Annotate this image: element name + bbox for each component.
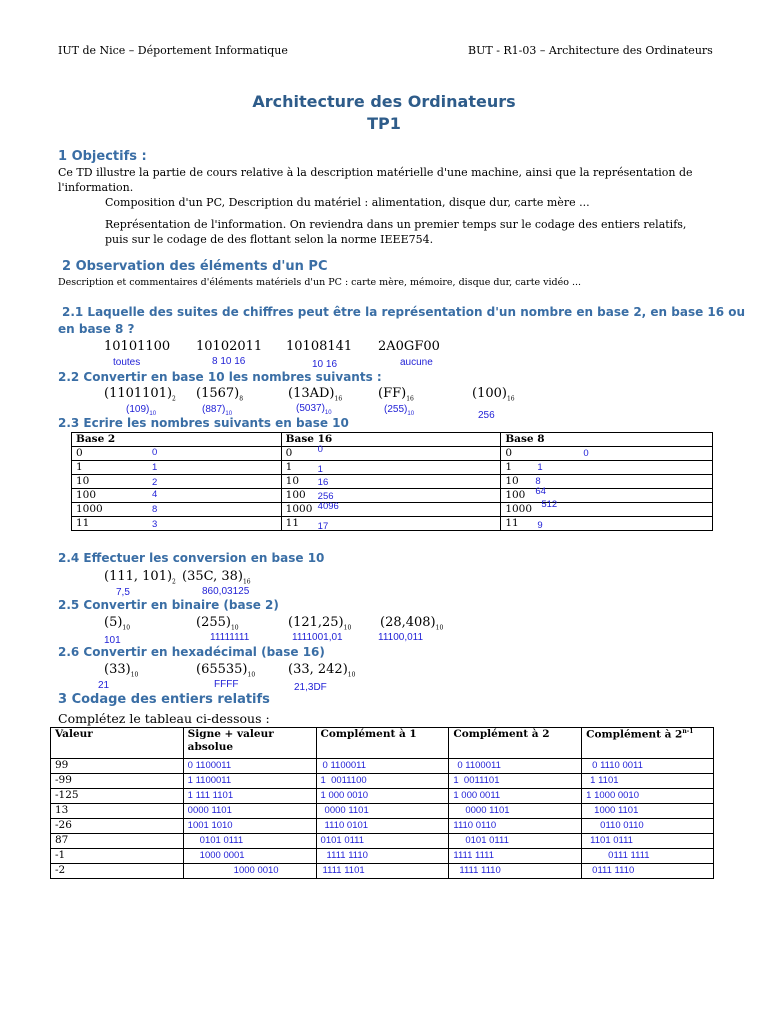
table-cell [501,475,713,489]
answer-cell [582,759,714,774]
handwritten-answer: 512 [541,499,558,510]
table-row [51,759,714,774]
handwritten-answer: 0 1100011 [457,760,501,771]
base-table [71,432,713,531]
handwritten-answer: $(255)_{10}$ [384,404,415,417]
section-1-item-1: Composition d'un PC, Description du matériel : alimentation, disque dur, carte mère ... [105,196,590,209]
cell-value: -125 [55,789,79,801]
cell-value: 100 [76,489,97,501]
section-2-heading: 2 Observation des éléments d'un PC [62,259,328,274]
section-3-intro: Complétez le tableau ci-dessous : [58,711,270,726]
section-3-heading: 3 Codage des entiers relatifs [58,692,270,707]
handwritten-answer: 10 16 [312,359,338,370]
value-cell [51,789,184,804]
answer-cell [449,849,582,864]
handwritten-answer: 256 [478,410,495,421]
number-item: $(1567)_8$ [196,386,244,403]
handwritten-answer: 101 [104,635,121,646]
cell-value: 10 [285,475,300,487]
table-row [72,461,713,475]
cell-value: 11 [285,517,300,529]
table-cell [281,517,501,531]
answer-cell [582,789,714,804]
cell-value: 99 [55,759,69,771]
table-row [72,447,713,461]
handwritten-answer: 0 [152,447,158,458]
handwritten-answer: 256 [317,491,334,502]
answer-cell [183,774,316,789]
cell-value: 11 [76,517,90,529]
answer-cell [449,804,582,819]
table-cell [501,499,713,517]
section-2-1-heading: 2.1 Laquelle des suites de chiffres peut être la représentation d'un nombre en base 2, en base 16 ou [62,305,746,319]
answer-cell [183,819,316,834]
handwritten-answer: 1111 1110 [326,850,368,861]
cell-value: 87 [55,834,69,846]
page-title: Architecture des Ordinateurs [252,92,516,111]
handwritten-answer: 1111 1101 [322,865,365,876]
handwritten-answer: 8 [152,504,158,515]
handwritten-answer: 1 1101 [590,775,619,786]
answer-cell [449,774,582,789]
handwritten-answer: 0110 0110 [600,820,644,831]
table-row [51,774,714,789]
cell-value: 0 [285,447,293,459]
handwritten-answer: 0 1100011 [322,760,367,771]
cell-value: 100 [505,489,526,501]
number-item: (111, $101)_2$ [104,569,176,586]
table-cell [72,447,282,461]
handwritten-answer: $(5037)_{10}$ [296,403,332,416]
column-header: Base 2 [72,433,282,447]
answer-cell [316,759,449,774]
handwritten-answer: 0101 0111 [199,835,244,846]
handwritten-answer: 1 111 1101 [187,790,234,801]
cell-value: -99 [55,774,72,786]
number-item: $(5)_{10}$ [104,615,131,632]
handwritten-answer: 1 1100011 [187,775,232,786]
handwritten-answer: 0 1100011 [187,760,232,771]
answer-cell [449,819,582,834]
table-cell [281,489,501,503]
answer-cell [316,864,449,879]
handwritten-answer: 16 [317,477,329,488]
handwritten-answer: FFFF [214,679,239,690]
value-cell [51,849,184,864]
handwritten-answer: 1 [317,464,323,475]
handwritten-answer: 1 1000 0010 [586,790,640,801]
number-item: $(121,25)_{10}$ [288,615,352,632]
handwritten-answer: 11111111 [210,632,250,643]
table-cell [281,475,501,489]
table-cell [501,517,713,531]
answer-cell [316,804,449,819]
handwritten-answer: 9 [537,520,543,531]
table-cell [281,461,501,475]
table-row [72,475,713,489]
table-cell [501,461,713,475]
table-row [51,864,714,879]
section-2-4-heading: 2.4 Effectuer les conversion en base 10 [58,551,325,565]
cell-value: -2 [55,864,66,876]
handwritten-answer: 1 000 0011 [453,790,501,801]
number-item: $(65535)_{10}$ [196,662,256,679]
section-2-5-heading: 2.5 Convertir en binaire (base 2) [58,598,279,612]
table-cell [281,503,501,517]
handwritten-answer: 11100,011 [378,632,424,643]
handwritten-answer: 0000 1101 [187,805,232,816]
handwritten-answer: 1001 1010 [187,820,233,831]
table-cell [72,517,282,531]
section-1-paragraph: Ce TD illustre la partie de cours relative à la description matérielle d'une machine, ainsi que la représentation de l'information. [58,166,693,194]
table-row [72,489,713,503]
cell-value: 1000 [505,503,533,515]
table-cell [72,489,282,503]
cell-value: 11 [505,517,519,529]
handwritten-answer: 1111001,01 [292,632,343,643]
cell-value: 0 [505,447,512,459]
column-header: Complément à 2 [449,728,582,759]
handwritten-answer: 7,5 [116,587,130,598]
handwritten-answer: 1000 0001 [199,850,245,861]
handwritten-answer: 64 [535,486,546,497]
handwritten-answer: 1 000 0010 [320,790,369,801]
answer-cell [582,864,714,879]
answer-cell [183,804,316,819]
handwritten-answer: 0101 0111 [465,835,509,846]
value-cell [51,804,184,819]
handwritten-answer: $(109)_{10}$ [126,404,157,417]
answer-cell [183,789,316,804]
sequence-4: 2A0GF00 [378,339,440,354]
section-2-description: Description et commentaires d'éléments matériels d'un PC : carte mère, mémoire, disque dur, carte vidéo ... [58,277,582,288]
table-row [51,789,714,804]
cell-value: 1 [505,461,512,473]
handwritten-answer: 1 [537,462,543,473]
answer-cell [316,834,449,849]
sequence-1: 10101100 [104,339,171,354]
handwritten-answer: 8 10 16 [212,356,246,367]
handwritten-answer: 21,3DF [294,682,327,693]
page-subtitle: TP1 [367,114,401,133]
answer-cell [316,789,449,804]
answer-cell [582,834,714,849]
column-header: Complément à 1 [316,728,449,759]
answer-cell [582,819,714,834]
answer-cell [582,804,714,819]
table-cell [281,444,501,461]
answer-cell [183,834,316,849]
answer-cell [316,819,449,834]
answer-cell [449,789,582,804]
handwritten-answer: 0000 1101 [324,805,369,816]
header-right: BUT - R1-03 – Architecture des Ordinateurs [468,44,713,57]
table-cell [501,447,713,461]
table-row [51,804,714,819]
table-row [72,517,713,531]
number-item: (33, $242)_{10}$ [288,662,356,679]
sequence-2: 10102011 [196,339,263,354]
cell-value: 1000 [285,503,313,515]
number-item: $(100)_{16}$ [472,386,515,403]
cell-value: 1000 [76,503,103,515]
table-row [51,849,714,864]
handwritten-answer: 1111 1110 [459,865,501,876]
answer-cell [582,849,714,864]
answer-cell [449,834,582,849]
answer-cell [316,774,449,789]
column-header: Valeur [51,728,184,759]
handwritten-answer: 860,03125 [202,586,250,597]
integer-coding-table [50,727,714,879]
table-cell [72,475,282,489]
section-2-6-heading: 2.6 Convertir en hexadécimal (base 16) [58,645,325,659]
handwritten-answer: 1110 0101 [324,820,369,831]
handwritten-answer: 4096 [317,501,339,512]
sequence-3: 10108141 [286,339,353,354]
cell-value: 13 [55,804,69,816]
section-2-2-heading: 2.2 Convertir en base 10 les nombres suivants : [58,370,382,384]
handwritten-answer: 0 1110 0011 [592,760,643,771]
handwritten-answer: 1 0011100 [320,775,367,786]
number-item: $(FF)_{16}$ [378,386,414,403]
handwritten-answer: 0 [583,448,589,459]
handwritten-answer: 1111 1111 [453,850,495,861]
cell-value: 0 [76,447,83,459]
cell-value: -1 [55,849,66,861]
cell-value: -26 [55,819,72,831]
table-cell [72,461,282,475]
cell-value: 10 [76,475,90,487]
header-left: IUT de Nice – Déportement Informatique [58,44,288,57]
cell-value: 1 [76,461,83,473]
number-item: $(13AD)_{16}$ [288,386,343,403]
column-header: Signe + valeur absolue [183,728,316,759]
table-row [72,503,713,517]
value-cell [51,864,184,879]
handwritten-answer: 17 [317,521,329,532]
handwritten-answer: 21 [98,680,110,691]
answer-cell [449,864,582,879]
handwritten-answer: aucune [400,357,433,368]
section-1-heading: 1 Objectifs : [58,149,147,164]
number-item: $(255)_{10}$ [196,615,239,632]
value-cell [51,774,184,789]
handwritten-answer: 3 [152,519,158,530]
section-1-item-2: Représentation de l'information. On reviendra dans un premier temps sur le codage des entiers relatifs, puis sur le codage de des flottant selon la norme IEEE754. [105,218,687,246]
cell-value: 1 [285,461,293,473]
handwritten-answer: toutes [113,357,141,368]
handwritten-answer: 0000 1101 [465,805,510,816]
section-2-3-heading: 2.3 Ecrire les nombres suivants en base 10 [58,416,349,430]
answer-cell [582,774,714,789]
value-cell [51,759,184,774]
answer-cell [316,849,449,864]
value-cell [51,834,184,849]
cell-value: 10 [505,475,519,487]
handwritten-answer: 1 [152,462,158,473]
handwritten-answer: 4 [152,489,158,500]
handwritten-answer: 1000 1101 [594,805,639,816]
number-item: $(28,408)_{10}$ [380,615,444,632]
handwritten-answer: 8 [535,476,541,487]
table-cell [501,486,713,503]
answer-cell [183,849,316,864]
column-header: Complément à 2$^{n-1}$ [582,728,714,759]
answer-cell [183,759,316,774]
cell-value: 100 [285,489,306,501]
handwritten-answer: 0111 1110 [592,865,635,876]
handwritten-answer: 2 [152,477,158,488]
handwritten-answer: 0111 1111 [608,850,650,861]
handwritten-answer: 0101 0111 [320,835,365,846]
column-header: Base 16 [281,433,501,447]
value-cell [51,819,184,834]
table-row [51,819,714,834]
number-item: $(1101101)_2$ [104,386,176,403]
table-row [51,834,714,849]
table-cell [72,503,282,517]
handwritten-answer: 1000 0010 [233,865,279,876]
section-2-1-heading-cont: en base 8 ? [58,322,135,336]
answer-cell [449,759,582,774]
answer-cell [183,864,316,879]
handwritten-answer: 1 0011101 [453,775,500,786]
number-item: (35C, $38)_{16}$ [182,569,251,586]
number-item: $(33)_{10}$ [104,662,139,679]
handwritten-answer: 0 [317,444,323,455]
handwritten-answer: $(887)_{10}$ [202,404,233,417]
handwritten-answer: 1110 0110 [453,820,497,831]
handwritten-answer: 1101 0111 [590,835,633,846]
column-header: Base 8 [501,433,713,447]
